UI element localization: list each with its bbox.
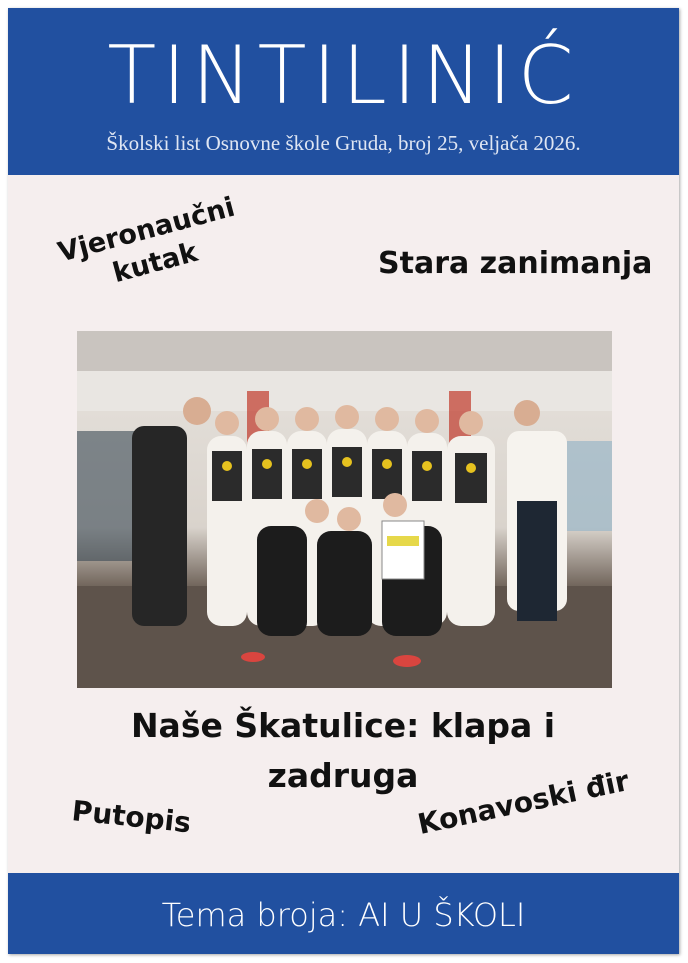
masthead: [8, 8, 679, 175]
teaser-vjeronaucni-kutak: Vjeronaučni kutak: [54, 191, 239, 290]
issue-info: Školski list Osnovne škole Gruda, broj 25, veljača 2026.: [106, 131, 581, 155]
cover-photo-illustration: [77, 331, 612, 688]
issue-theme: Tema broja: AI U ŠKOLI: [161, 896, 526, 934]
teaser-main-story: Naše Škatulice: klapa i zadruga: [130, 706, 556, 795]
magazine-cover: [8, 8, 679, 954]
teaser-putopis: Putopis: [70, 794, 193, 840]
cover-photo: [77, 331, 612, 688]
teaser-stara-zanimanja: Stara zanimanja: [378, 246, 653, 281]
teaser-konavoski-dir: Konavoski đir: [414, 764, 632, 841]
magazine-title: TINTILINIĆ: [107, 29, 580, 122]
footer-banner: [8, 873, 679, 954]
